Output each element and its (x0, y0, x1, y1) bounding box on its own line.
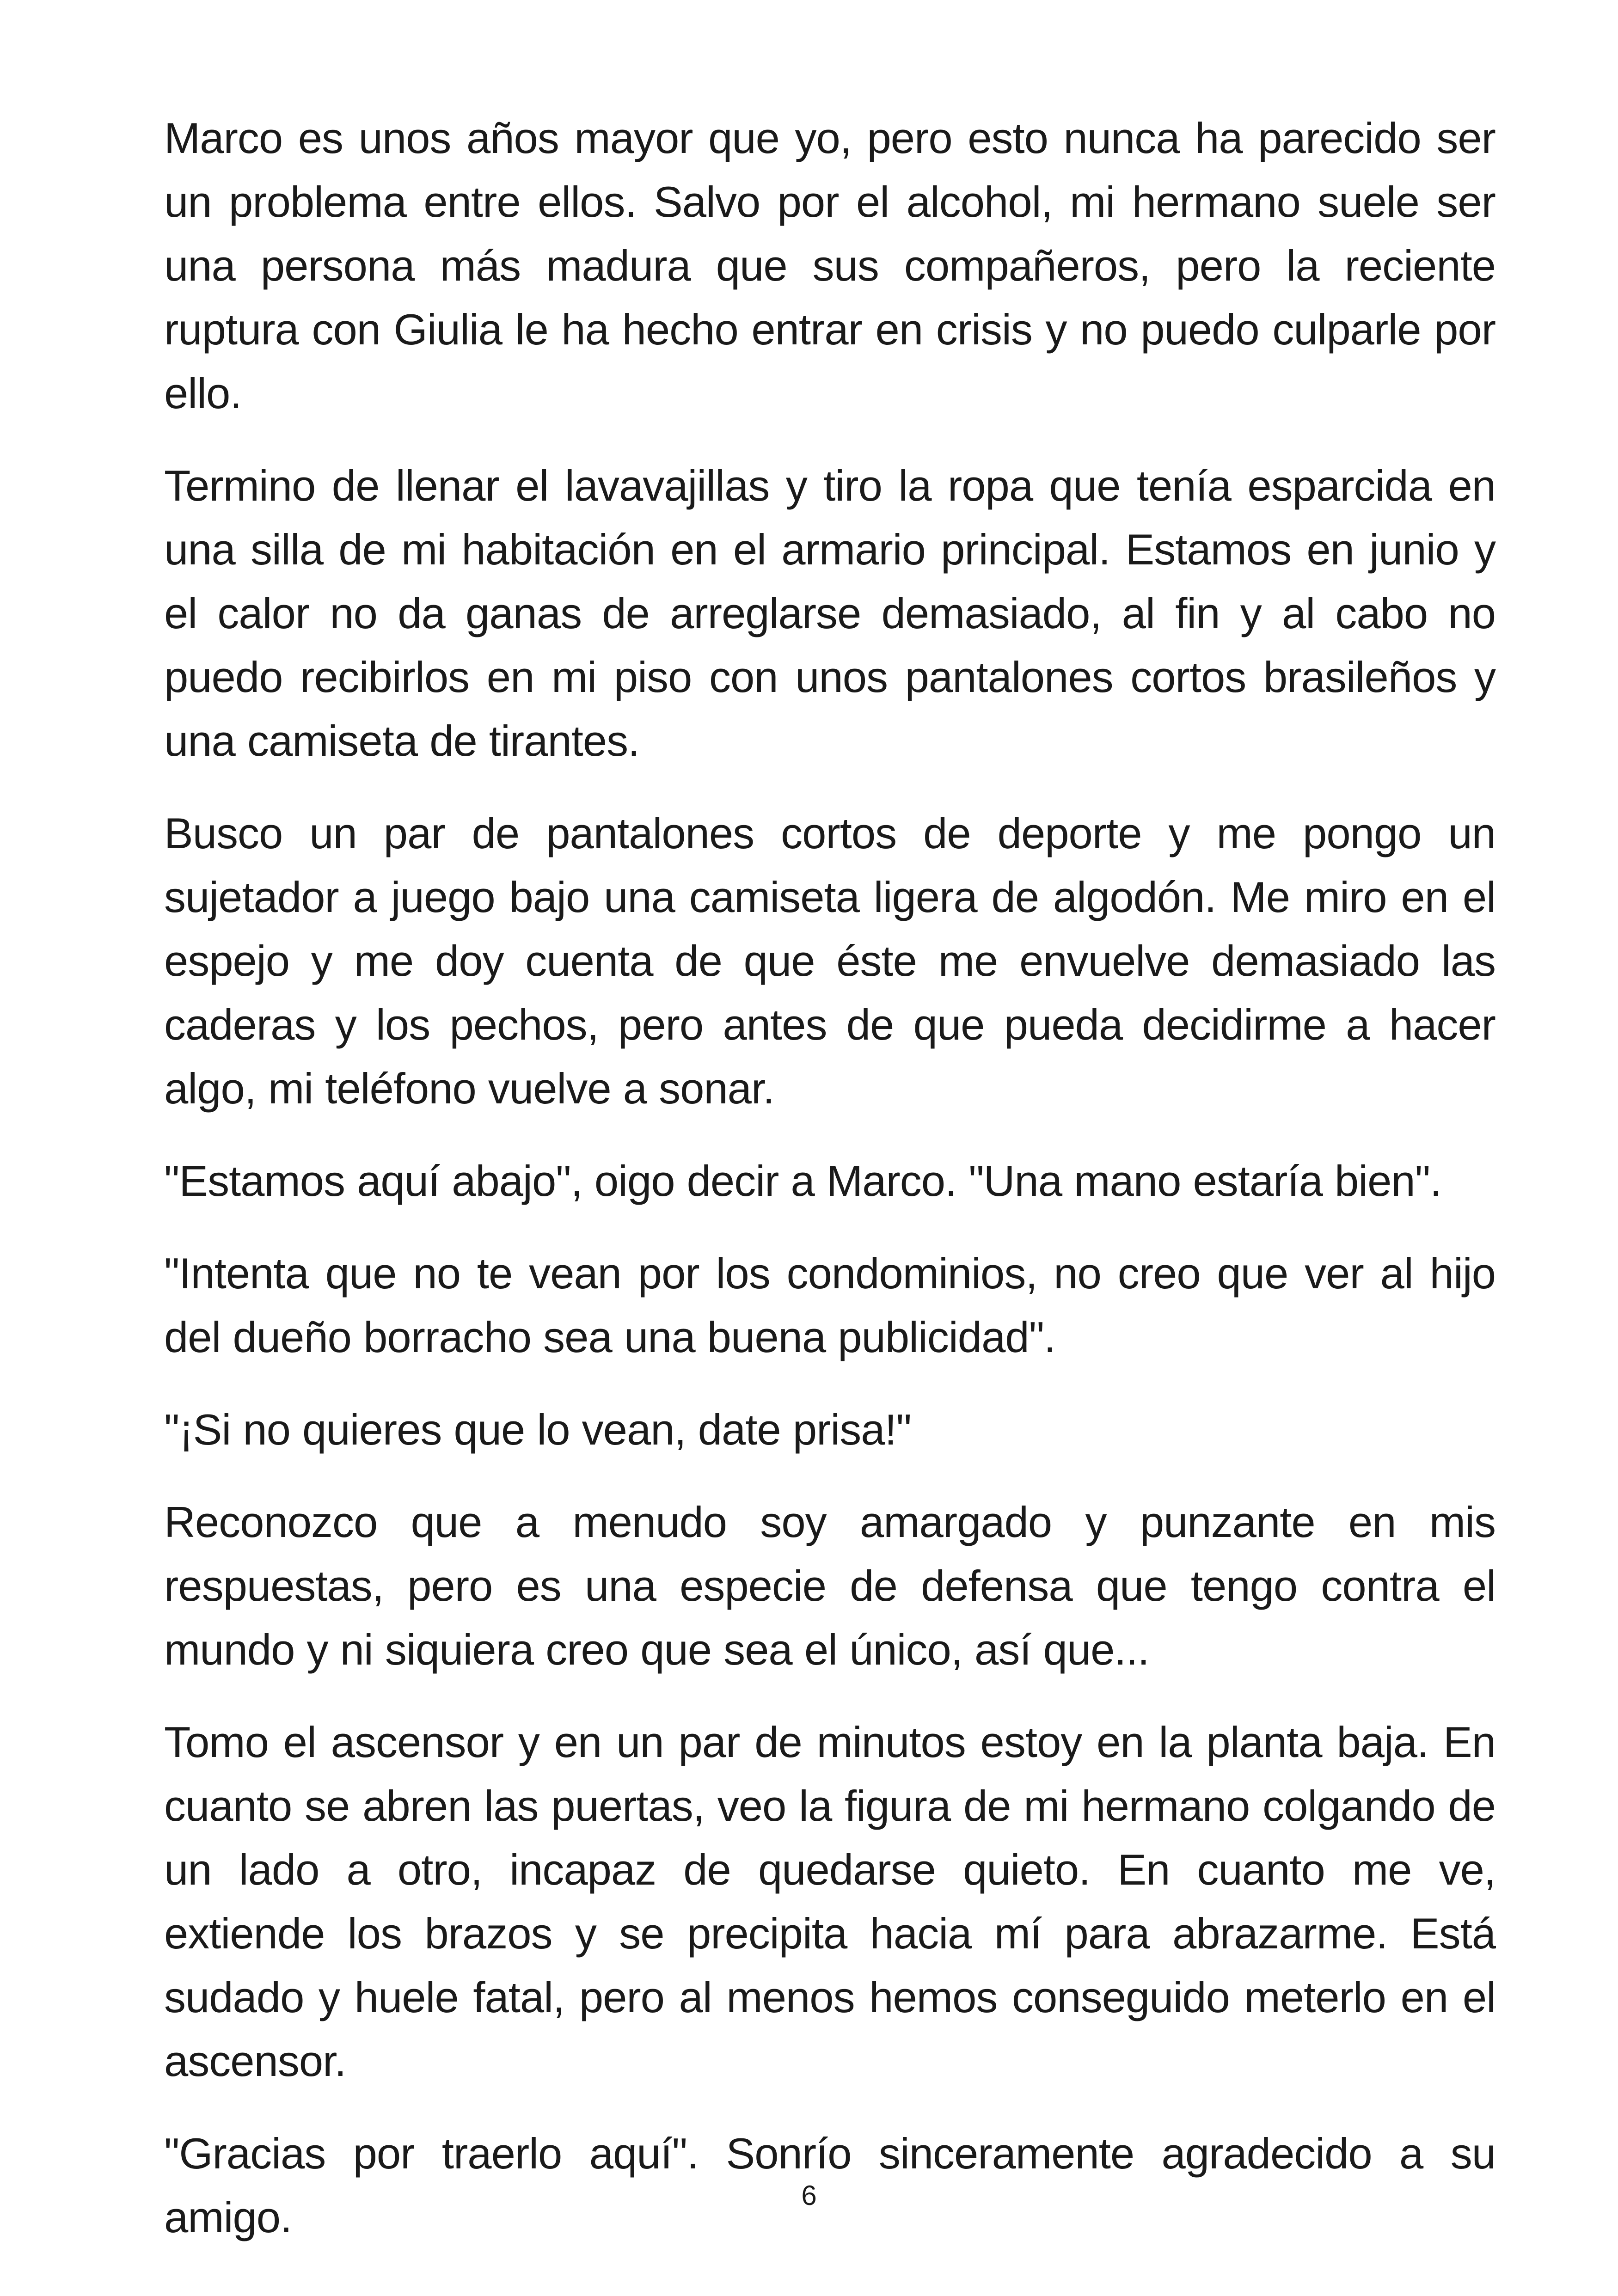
document-page (164, 106, 1495, 2241)
page-number: 6 (801, 2180, 817, 2211)
paragraph-4: "Estamos aquí abajo", oigo decir a Marco. "Una mano estaría bien". (164, 1157, 1442, 1205)
paragraph-9: "Gracias por traerlo aquí". Sonrío sinceramente agradecido a su amigo. (164, 2129, 1495, 2241)
paragraph-3: Busco un par de pantalones cortos de deporte y me pongo un sujetador a juego bajo una camiseta ligera de algodón. Me miro en el espejo y me doy cuenta de que éste me envuelve demasiado las caderas y los pechos, pero antes de que pueda decidirme a hacer algo, mi teléfono vuelve a sonar. (164, 809, 1495, 1113)
paragraph-2: Termino de llenar el lavavajillas y tiro la ropa que tenía esparcida en una silla de mi habitación en el armario principal. Estamos en junio y el calor no da ganas de arreglarse demasiado, al fin y al cabo no puedo recibirlos en mi piso con unos pantalones cortos brasileños y una camiseta de tirantes. (164, 461, 1495, 765)
paragraph-7: Reconozco que a menudo soy amargado y punzante en mis respuestas, pero es una especie de defensa que tengo contra el mundo y ni siquiera creo que sea el único, así que... (164, 1498, 1495, 1674)
paragraph-8: Tomo el ascensor y en un par de minutos estoy en la planta baja. En cuanto se abren las puertas, veo la figura de mi hermano colgando de un lado a otro, incapaz de quedarse quieto. En cuanto me ve, extiende los brazos y se precipita hacia mí para abrazarme. Está sudado y huele fatal, pero al menos hemos conseguido meterlo en el ascensor. (164, 1718, 1495, 2085)
paragraph-1: Marco es unos años mayor que yo, pero esto nunca ha parecido ser un problema entre ellos. Salvo por el alcohol, mi hermano suele ser una persona más madura que sus compañeros, pero la reciente ruptura con Giulia le ha hecho entrar en crisis y no puedo culparle por ello. (164, 114, 1495, 417)
paragraph-5: "Intenta que no te vean por los condominios, no creo que ver al hijo del dueño borracho sea una buena publicidad". (164, 1249, 1495, 1361)
paragraph-6: "¡Si no quieres que lo vean, date prisa!" (164, 1405, 912, 1454)
